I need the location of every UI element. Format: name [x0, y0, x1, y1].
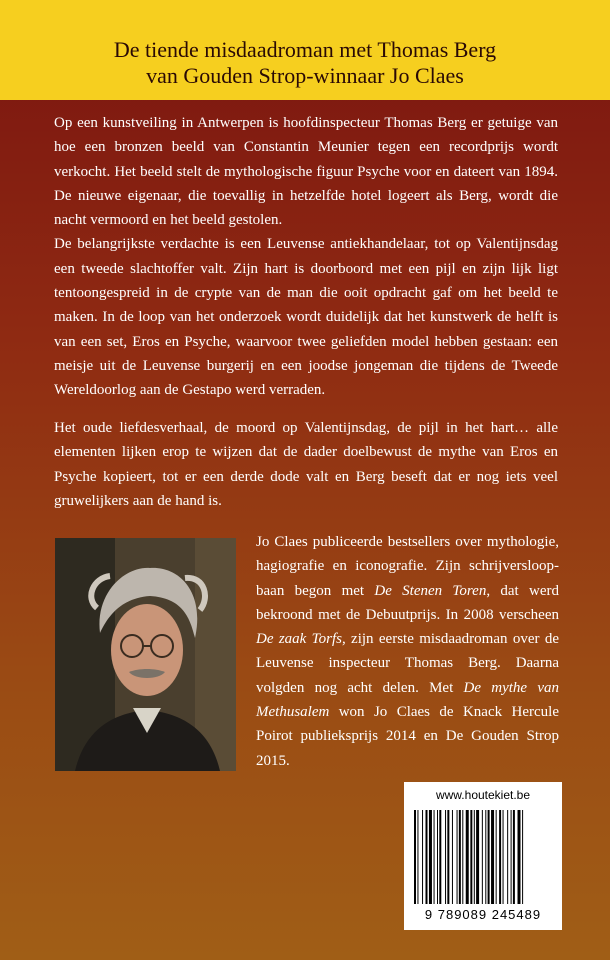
barcode-bar	[488, 810, 490, 904]
publisher-website: www.houtekiet.be	[435, 788, 531, 802]
barcode-bar	[518, 810, 521, 904]
author-photo	[55, 538, 236, 771]
barcode-bar	[462, 810, 463, 904]
barcode-bar	[445, 810, 446, 904]
synopsis-paragraph-2: Het oude liefdesverhaal, de moord op Valentijnsdag, de pijl in het hart… alle elementen lijken erop te wijzen dat de dader doelbewust de mythe van Eros en Psyche kopieert, tot er een derde dode valt en Berg beseft dat er nog iets veel gruwelijkers aan de hand is.	[54, 420, 558, 509]
banner-line-2: van Gouden Strop-winnaar Jo Claes	[146, 63, 464, 88]
barcode-bar	[437, 810, 438, 904]
barcode-bar	[482, 810, 483, 904]
barcode-bar	[507, 810, 508, 904]
barcode-bar	[439, 810, 441, 904]
barcode-bar	[496, 810, 497, 904]
barcode-bar	[434, 810, 435, 904]
barcode-bar	[511, 810, 512, 904]
barcode-bar	[452, 810, 453, 904]
barcode-bar	[459, 810, 461, 904]
author-bio	[256, 530, 559, 773]
barcode-box	[404, 782, 562, 930]
author-portrait-illustration	[55, 538, 236, 771]
bio-text-4: won Jo Claes de Knack Hercule Poirot publieksprijs 2014 en De Gouden Strop 2015.	[256, 704, 559, 769]
isbn-number: 9 789089 245489	[424, 907, 542, 922]
barcode-bar	[457, 810, 458, 904]
barcode-bar	[474, 810, 475, 904]
barcode-bar	[470, 810, 472, 904]
bio-book-1: De Stenen Toren	[374, 582, 487, 599]
barcode-bar	[485, 810, 486, 904]
barcode-bar	[503, 810, 504, 904]
synopsis-text-1b: De belangrijkste verdachte is een Leuvense antiekhandelaar, tot op Valentijnsdag een tweede slachtoffer valt. Zijn hart is doorboord met een pijl en zijn lijk ligt tentoongespreid in de crypte van de man die ooit opdracht gaf om het beeld te maken. In de loop van het onderzoek wordt duidelijk dat het kunstwerk de helft is van een set, Eros en Psyche, waarvoor twee geliefden model hebben gestaan: een meisje uit de Leuvense burgerij en een joodse jongeman die tijdens de Tweede Wereldoorlog aan de Gestapo werd verraden.	[54, 236, 558, 399]
barcode-bar	[414, 810, 416, 904]
banner-line-1: De tiende misdaadroman met Thomas Berg	[113, 37, 497, 62]
bio-text-1: Jo Claes publiceerde bestsellers over mythologie, hagiografie en iconografie. Zijn schrijversloop-baan begon met	[256, 534, 559, 599]
barcode-bar	[417, 810, 418, 904]
bio-text-2: , dat werd bekroond met de Debuutprijs. In 2008 verscheen	[256, 582, 559, 623]
synopsis-paragraph-1	[54, 111, 558, 403]
barcode-bar	[499, 810, 501, 904]
barcode-bar	[522, 810, 523, 904]
barcode-bar	[422, 810, 423, 904]
barcode-bar	[426, 810, 428, 904]
synopsis-text-1a: Op een kunstveiling in Antwerpen is hoofdinspecteur Thomas Berg er getuige van hoe een bronzen beeld van Constantin Meunier tegen een recordprijs wordt verkocht. Het beeld stelt de mythologische figuur Psyche voor en dateert van 1894. De nieuwe eigenaar, die toevallig in hetzelfde hotel logeert als Berg, wordt die nacht vermoord en het beeld gestolen.	[54, 115, 558, 229]
bio-text-3: , zijn eerste misdaadroman over de Leuvense inspecteur Thomas Berg. Daarna volgden nog acht delen. Met	[256, 631, 559, 696]
bio-book-3: De mythe van Methusalem	[256, 679, 559, 721]
bio-book-2: De zaak Torfs	[256, 631, 342, 648]
barcode-bar	[491, 810, 494, 904]
barcode-bar	[476, 810, 479, 904]
title-banner	[0, 0, 610, 100]
barcode-bar	[447, 810, 449, 904]
barcode-bar	[466, 810, 469, 904]
barcode-bar	[429, 810, 432, 904]
barcode-bar	[513, 810, 515, 904]
barcode-graphic	[412, 810, 554, 904]
